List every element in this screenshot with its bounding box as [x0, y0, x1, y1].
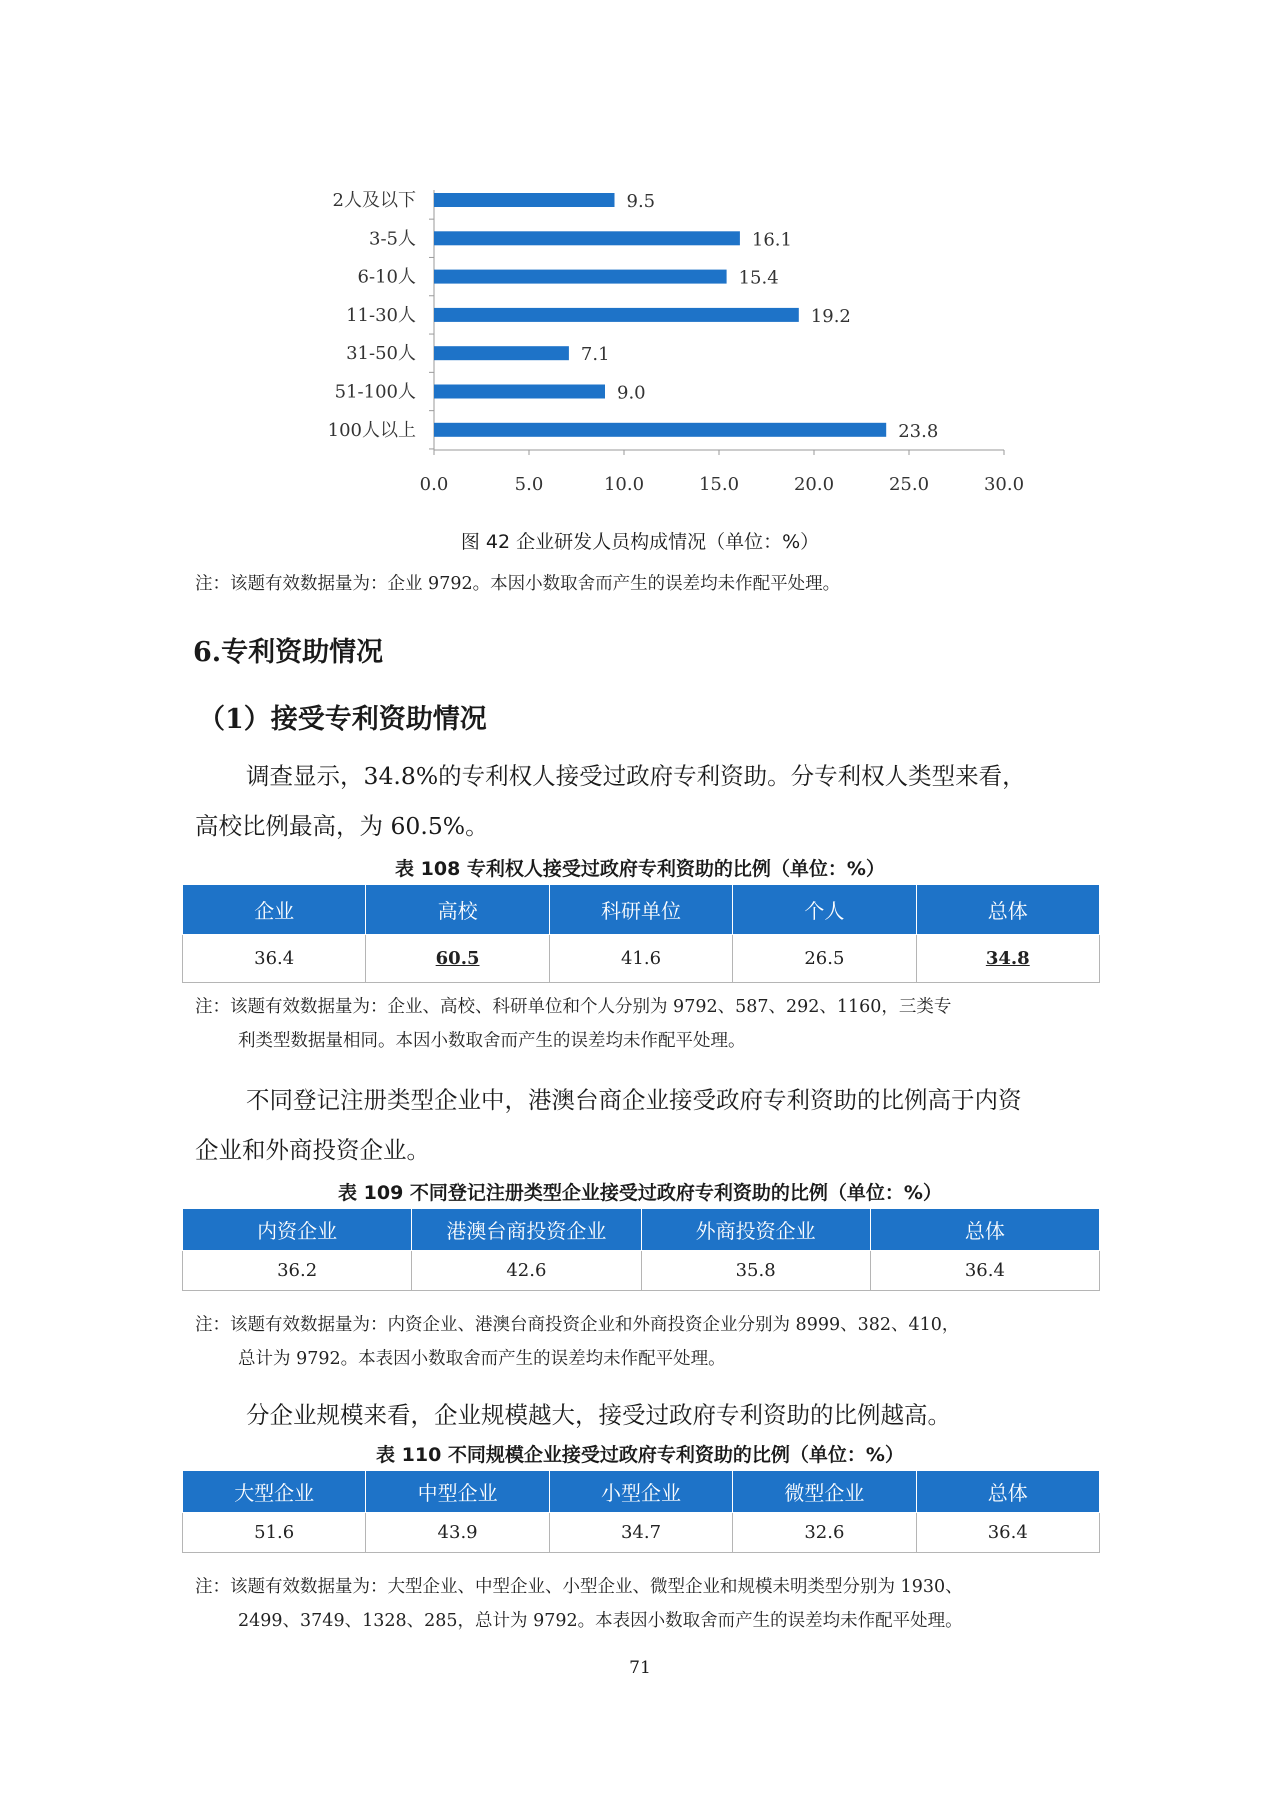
table-header-cell: 外商投资企业	[641, 1209, 870, 1251]
paragraph-2-line-1: 不同登记注册类型企业中，港澳台商企业接受政府专利资助的比例高于内资	[246, 1086, 1022, 1114]
table-header-cell: 小型企业	[549, 1471, 732, 1513]
data-label: 7.1	[580, 344, 610, 366]
bar-chart	[300, 180, 1060, 510]
category-label: 31-50人	[346, 343, 416, 365]
x-tick-label: 15.0	[698, 474, 740, 495]
table-header-cell: 高校	[366, 885, 549, 935]
category-label: 2人及以下	[332, 190, 416, 211]
data-label: 19.2	[810, 305, 851, 327]
table-header-cell: 科研单位	[549, 885, 732, 935]
table-header-cell: 总体	[916, 1471, 1099, 1513]
category-label: 6-10人	[357, 266, 416, 288]
x-tick-label: 25.0	[888, 474, 930, 495]
table-cell: 51.6	[183, 1513, 366, 1553]
table-header-row	[183, 1209, 1100, 1251]
table-header-cell: 个人	[733, 885, 916, 935]
table-header-row	[183, 885, 1100, 935]
table-cell: 42.6	[412, 1251, 641, 1291]
table-108	[182, 884, 1100, 983]
data-label: 15.4	[738, 267, 779, 289]
table-108-title: 表 108 专利权人接受过政府专利资助的比例（单位：%）	[395, 858, 885, 880]
table-cell: 36.2	[183, 1251, 412, 1291]
table-cell: 41.6	[549, 935, 732, 983]
data-label: 9.5	[626, 191, 656, 212]
table-header-cell: 总体	[870, 1209, 1099, 1251]
table-110	[182, 1470, 1100, 1553]
paragraph-2-line-2: 企业和外商投资企业。	[195, 1136, 430, 1164]
figure-note: 注：该题有效数据量为：企业 9792。本因小数取舍而产生的误差均未作配平处理。	[195, 574, 841, 594]
subsection-heading: （1）接受专利资助情况	[198, 704, 487, 735]
bar	[434, 231, 740, 245]
x-tick-label: 20.0	[793, 474, 835, 495]
data-label: 9.0	[617, 382, 646, 404]
table-cell: 36.4	[870, 1251, 1099, 1291]
page-number: 71	[629, 1658, 651, 1678]
figure-caption: 图 42 企业研发人员构成情况（单位：%）	[460, 531, 820, 553]
bar	[434, 385, 605, 399]
x-tick-label: 10.0	[603, 474, 645, 495]
category-label: 11-30人	[346, 304, 416, 326]
table-cell: 36.4	[183, 935, 366, 983]
paragraph-1-line-1: 调查显示，34.8%的专利权人接受过政府专利资助。分专利权人类型来看，	[246, 762, 1026, 790]
table-cell: 26.5	[733, 935, 916, 983]
table-109-title: 表 109 不同登记注册类型企业接受过政府专利资助的比例（单位：%）	[338, 1182, 942, 1204]
table-row	[183, 1251, 1100, 1291]
data-label: 23.8	[898, 420, 939, 442]
table-108-note-line-1: 注：该题有效数据量为：企业、高校、科研单位和个人分别为 9792、587、292、1160，三类专	[195, 997, 952, 1017]
bar	[434, 423, 886, 437]
x-tick-label: 5.0	[514, 474, 544, 495]
category-label: 3-5人	[369, 228, 416, 250]
table-header-cell: 企业	[183, 885, 366, 935]
table-cell: 32.6	[733, 1513, 916, 1553]
table-cell-highlight: 34.8	[916, 935, 1099, 983]
table-110-title: 表 110 不同规模企业接受过政府专利资助的比例（单位：%）	[376, 1444, 904, 1466]
x-tick-label: 30.0	[983, 474, 1025, 495]
table-header-cell: 大型企业	[183, 1471, 366, 1513]
data-label: 16.1	[751, 229, 792, 251]
table-header-cell: 内资企业	[183, 1209, 412, 1251]
table-header-cell: 总体	[916, 885, 1099, 935]
table-header-cell: 港澳台商投资企业	[412, 1209, 641, 1251]
bar	[434, 270, 727, 284]
table-110-note-line-1: 注：该题有效数据量为：大型企业、中型企业、小型企业、微型企业和规模未明类型分别为 1930、	[195, 1577, 963, 1597]
bar	[434, 308, 799, 322]
paragraph-3-line-1: 分企业规模来看，企业规模越大，接受过政府专利资助的比例越高。	[246, 1401, 951, 1429]
table-cell: 43.9	[366, 1513, 549, 1553]
table-109	[182, 1208, 1100, 1291]
table-row	[183, 935, 1100, 983]
category-label: 51-100人	[334, 381, 416, 403]
bar	[434, 346, 569, 360]
bar	[434, 193, 615, 207]
x-tick-label: 0.0	[419, 474, 449, 495]
table-109-note-line-2: 总计为 9792。本表因小数取舍而产生的误差均未作配平处理。	[238, 1349, 726, 1369]
table-108-note-line-2: 利类型数据量相同。本因小数取舍而产生的误差均未作配平处理。	[238, 1031, 746, 1051]
table-cell: 36.4	[916, 1513, 1099, 1553]
category-label: 100人以上	[327, 419, 416, 441]
table-cell: 34.7	[549, 1513, 732, 1553]
table-header-cell: 微型企业	[733, 1471, 916, 1513]
table-row	[183, 1513, 1100, 1553]
table-header-row	[183, 1471, 1100, 1513]
table-cell: 35.8	[641, 1251, 870, 1291]
section-heading: 6.专利资助情况	[193, 637, 384, 668]
table-cell-highlight: 60.5	[366, 935, 549, 983]
table-110-note-line-2: 2499、3749、1328、285，总计为 9792。本表因小数取舍而产生的误差均未作配平处理。	[238, 1611, 963, 1631]
table-109-note-line-1: 注：该题有效数据量为：内资企业、港澳台商投资企业和外商投资企业分别为 8999、382、410，	[195, 1315, 960, 1335]
table-header-cell: 中型企业	[366, 1471, 549, 1513]
paragraph-1-line-2: 高校比例最高，为 60.5%。	[195, 812, 489, 840]
